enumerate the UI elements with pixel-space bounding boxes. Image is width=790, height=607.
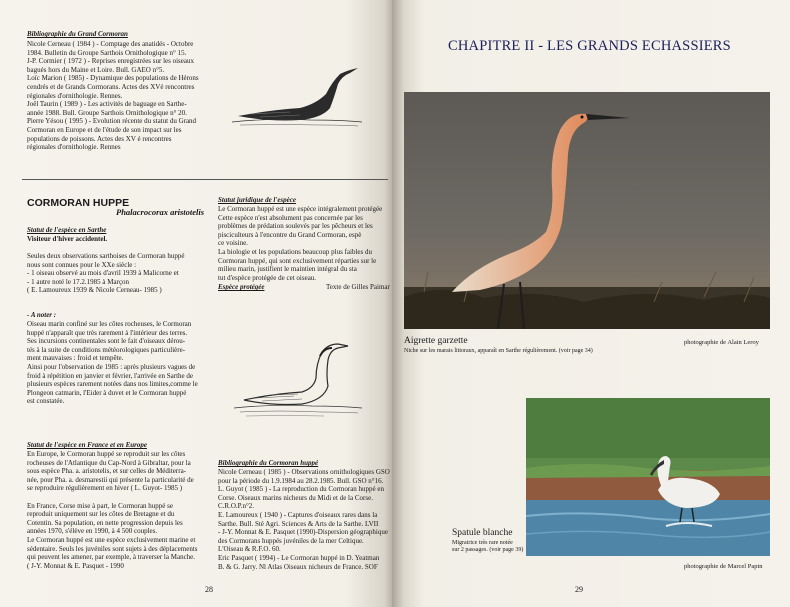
- biblio-grand-line: régionales d'ornithologie. Rennes.: [27, 91, 123, 100]
- statut-jur-line: La biologie et les populations beaucoup plus faibles du: [218, 248, 372, 256]
- biblio-huppe-line: Nicole Cerneau ( 1985 ) - Observations ornithologiques GSO: [218, 468, 390, 476]
- biblio-huppe-line: B. & G. Jarry. Nl Atlas Oiseaux nicheurs de France. SOF: [218, 562, 378, 571]
- noter-line: huppé n'apparaît que très rarement à l'intérieur des terres.: [27, 328, 188, 337]
- left-page: [0, 0, 392, 607]
- biblio-grand-line: Cormoran en Europe et de l'étude de son impact sur les: [27, 126, 182, 134]
- statut-fr-line: En Europe, le Cormoran huppé se reproduit sur les côtes: [27, 450, 186, 458]
- biblio-huppe-line: des Cormorans huppés juvéniles de la mer Celtique.: [218, 536, 364, 545]
- statut-fr-line: née, pour Pha. a. desmarestii qui présente la particularité de: [27, 475, 194, 484]
- chapter-title: CHAPITRE II - LES GRANDS ECHASSIERS: [448, 38, 731, 54]
- great-cormorant-sketch-icon: [230, 64, 365, 130]
- biblio-grand-line: régionales d'ornithologie. Rennes: [27, 143, 121, 152]
- statut-fr-line: Cotentin. Sa population, en nette progression depuis les: [27, 518, 183, 527]
- photo2-caption: Spatule blanche: [452, 528, 513, 538]
- noter-line: tés à la suite de conditions météorologiques particulière-: [27, 345, 186, 354]
- statut-sarthe-line: - 1 autre noté le 17.2.1985 à Marçon: [27, 277, 130, 286]
- statut-fr-line: se reproduire régulièrement en hiver ( L. Guyot- 1985 ): [27, 484, 183, 493]
- little-egret-photo: [404, 92, 770, 329]
- statut-jur-line: problèmes de prédation soulevés par les pêcheurs et les: [218, 222, 373, 231]
- statut-sarthe-sub: Visiteur d'hiver accidentel.: [27, 235, 108, 243]
- statut-jur-line: milieu marin, justifient le maintien intégral du sta: [218, 265, 357, 274]
- photo2-note-1: Migratrice très rare notée: [452, 540, 513, 546]
- biblio-huppe-line: pour la période du 1.9.1984 au 28.2.1985. Bull. GSO n°16.: [218, 476, 384, 485]
- species-latin: Phalacrocorax aristotelis: [116, 207, 205, 217]
- page-number-right: 29: [575, 585, 583, 594]
- noter-line: est constatée.: [27, 397, 65, 406]
- photo1-note: Niche sur les marais littoraux, apparaît en Sarthe régulièrement. (voir page 34): [404, 348, 593, 354]
- statut-jur-line: pisciculteurs à l'encontre du Grand Cormoran, espè: [218, 230, 362, 239]
- photo1-credit: photographie de Alain Leroy: [684, 339, 759, 346]
- espece-protegee: Espèce protégée: [218, 283, 265, 291]
- statut-sarthe-heading: Statut de l'espèce en Sarthe: [27, 226, 107, 234]
- biblio-grand-line: Loïc Marion ( 1985) - Dynamique des populations de Hérons: [27, 74, 199, 83]
- statut-jur-line: Cette espèce n'est absolument pas concernée par les: [218, 213, 363, 222]
- page-number-left: 28: [205, 585, 213, 594]
- statut-fr-line: En France, Corse mise à part, le Cormoran huppé se: [27, 501, 173, 510]
- biblio-grand-line: Pierre Yésou ( 1995 ) - Evolution récente du statut du Grand: [27, 117, 197, 126]
- noter-line: Plongeon catmarin, l'Eider à duvet et le Cormoran huppé: [27, 388, 187, 397]
- statut-jur-heading: Statut juridique de l'espèce: [218, 196, 296, 204]
- statut-fr-line: ( J-Y. Monnat & E. Pasquet - 1990: [27, 561, 124, 570]
- biblio-huppe-line: L. Guyot ( 1985 ) - La reproduction du Cormoran huppé en: [218, 485, 385, 494]
- statut-fr-line: sous espèce Pha. a. aristotelis, et sur celles de Méditerra-: [27, 467, 187, 476]
- statut-fr-line: Le Cormoran huppé est une espèce exclusivement marine et: [27, 536, 196, 544]
- spoonbill-photo: [526, 398, 770, 556]
- statut-sarthe-line: nous sont connues pour le XXe siècle :: [27, 260, 137, 269]
- noter-line: Oiseau marin confiné sur les côtes rocheuses, le Cormoran: [27, 320, 192, 328]
- noter-line: plusieurs espèces rarement notées dans nos limites,comme le: [27, 380, 198, 389]
- statut-sarthe-line: Seules deux observations sarthoises de Cormoran huppé: [27, 252, 185, 260]
- photo1-caption: Aigrette garzette: [404, 336, 468, 346]
- biblio-grand-line: Nicole Cerneau ( 1984 ) - Comptage des anatidés - Octobre: [27, 40, 194, 48]
- statut-fr-line: qui peuvent les amener, par exemple, à traverser la Manche.: [27, 553, 196, 562]
- biblio-huppe-line: C.R.O.P.n°2.: [218, 502, 255, 511]
- noter-line: Ses incursions continentales sont le fait d'oiseaux dérou-: [27, 337, 186, 346]
- biblio-huppe-heading: Bibliographie du Cormoran huppé: [218, 459, 319, 467]
- noter-line: ment mauvaises : froid et tempête.: [27, 354, 124, 363]
- noter-line: froid à répétition en janvier et février, l'arrivée en Sarthe de: [27, 371, 193, 380]
- statut-sarthe-line: - 1 oiseau observé au mois d'avril 1939 à Malicorne et: [27, 269, 179, 278]
- biblio-huppe-line: L'Oiseau & R.F.O. 60.: [218, 545, 281, 554]
- statut-fr-line: sédentaire. Seuls les juvéniles sont sujets à des déplacements: [27, 544, 198, 553]
- statut-sarthe-line: ( E. Lamoureux 1939 & Nicole Cerneau- 1985 ): [27, 286, 162, 295]
- statut-fr-line: rocheuses de l'Atlantique du Cap-Nord à Gibraltar, pour la: [27, 458, 191, 467]
- statut-jur-line: Le Cormoran huppé est une espèce intégralement protégée: [218, 205, 383, 213]
- biblio-grand-line: J-P. Cormier ( 1972 ) - Reprises enregistrées sur les oiseaux: [27, 57, 194, 66]
- biblio-grand-line: 1984. Bulletin du Groupe Sarthois Ornithologique n° 15.: [27, 48, 187, 57]
- biblio-grand-line: populations de poissons. Actes des XV é rencontres: [27, 134, 172, 143]
- right-page: [392, 0, 790, 607]
- biblio-grand-line: cendrés et de Grands Cormorans. Actes des XVé rencontres: [27, 83, 195, 91]
- shag-sketch-icon: [232, 338, 364, 422]
- biblio-grand-line: Joël Taurin ( 1989 ) - Les activités de baguage en Sarthe-: [27, 100, 187, 109]
- noter-line: Ainsi pour l'observation de 1985 : après plusieurs vagues de: [27, 363, 196, 371]
- biblio-huppe-line: - J-Y. Monnat & E. Pasquet (1990)-Dispersion géographique: [218, 528, 388, 537]
- biblio-huppe-line: Sarthe. Bull. Sté Agri. Sciences & Arts de la Sarthe. LVII: [218, 519, 379, 528]
- biblio-grand-line: année 1988. Bull. Groupe Sarthois Ornithologique n° 20.: [27, 108, 187, 117]
- biblio-grand-heading: Bibliographie du Grand Cormoran: [27, 30, 128, 38]
- section-rule: [22, 179, 388, 180]
- biblio-huppe-line: Eric Pasquet ( 1994) - Le Cormoran huppé in D. Yeatman: [218, 554, 380, 562]
- noter-heading: - A noter :: [27, 311, 57, 319]
- photo2-credit: photographie de Marcel Papin: [684, 563, 763, 570]
- statut-jur-line: Cormoran huppé, qui sont exclusivement réparties sur le: [218, 256, 377, 265]
- photo2-note-2: sur 2 passages. (voir page 39): [452, 547, 524, 553]
- species-title: CORMORAN HUPPE: [27, 197, 130, 209]
- biblio-huppe-line: Corse. Oiseaux marins nicheurs du Midi et de la Corse.: [218, 493, 373, 502]
- texte-credit: Texte de Gilles Paimar: [326, 283, 390, 291]
- statut-jur-line: ce voisine.: [218, 239, 248, 248]
- biblio-huppe-line: E. Lamoureux ( 1940 ) - Captures d'oiseaux rares dans la: [218, 511, 378, 519]
- statut-fr-line: années 1970, s'élève en 1990, à 4 500 couples.: [27, 527, 158, 536]
- statut-fr-heading: Statut de l'espèce en France et en Europe: [27, 441, 147, 449]
- statut-jur-line: tut d'espèce protégée de cet oiseau.: [218, 273, 317, 282]
- statut-fr-line: reproduit uniquement sur les côtes de Bretagne et du: [27, 510, 175, 519]
- biblio-grand-line: bagués hors du Maine et Loire. Bull. GAEO n°5.: [27, 65, 165, 74]
